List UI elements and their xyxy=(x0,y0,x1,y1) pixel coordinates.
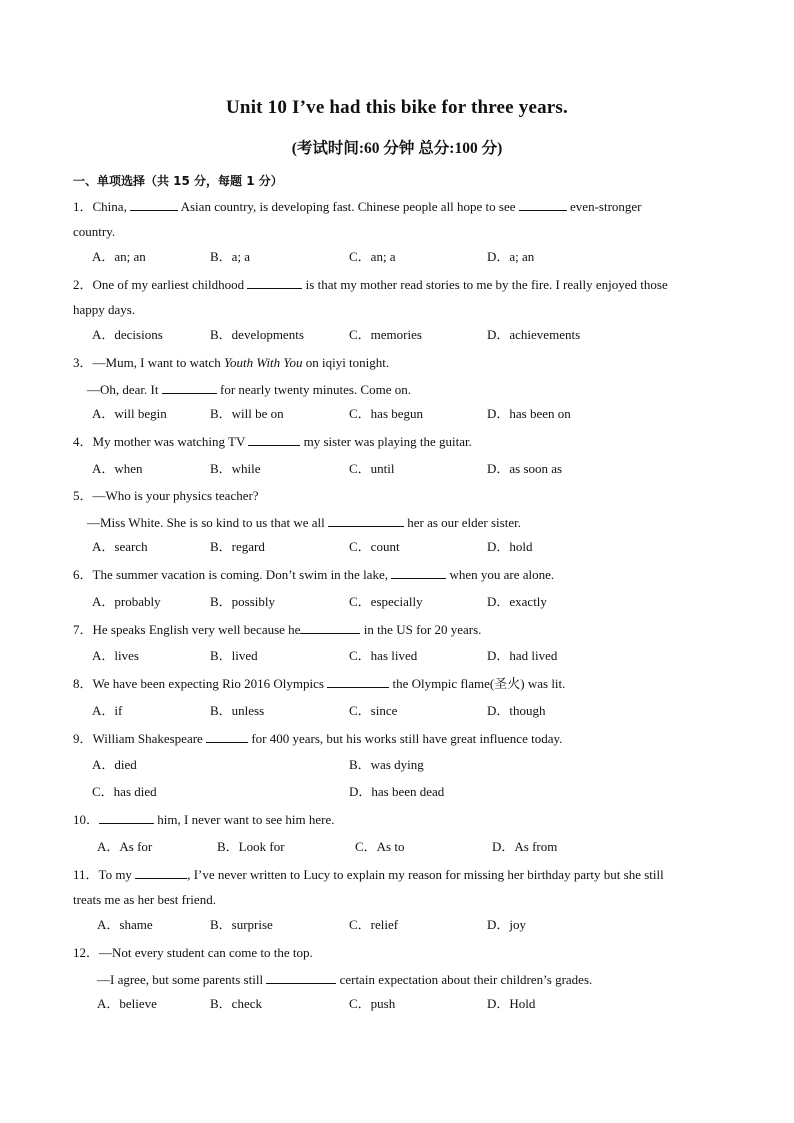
option-b[interactable]: B．developments xyxy=(210,327,304,342)
option-d[interactable]: D．exactly xyxy=(487,594,547,609)
option-a[interactable]: A．probably xyxy=(92,594,161,609)
option-a[interactable]: A．an; an xyxy=(92,249,146,264)
option-c[interactable]: C．relief xyxy=(349,917,399,932)
option-c[interactable]: C．an; a xyxy=(349,249,396,264)
option-b[interactable]: B．check xyxy=(210,996,262,1011)
option-a[interactable]: A．when xyxy=(92,461,143,476)
question-3-reply: —Oh, dear. It for nearly twenty minutes. Come on. xyxy=(87,382,411,397)
option-d[interactable]: D．hold xyxy=(487,539,533,554)
option-c[interactable]: C．has lived xyxy=(349,648,418,663)
option-d[interactable]: D．though xyxy=(487,703,546,718)
answer-blank xyxy=(519,198,567,211)
option-c[interactable]: C．has died xyxy=(92,784,157,799)
answer-blank xyxy=(99,811,154,824)
question-11-continued: treats me as her best friend. xyxy=(73,892,216,907)
option-b[interactable]: B．regard xyxy=(210,539,265,554)
option-a[interactable]: A．shame xyxy=(97,917,153,932)
question-5: 5．—Who is your physics teacher? xyxy=(73,488,259,503)
question-number: 1． xyxy=(73,199,93,214)
answer-blank xyxy=(328,514,404,527)
option-b[interactable]: B．unless xyxy=(210,703,265,718)
option-a[interactable]: A．believe xyxy=(97,996,157,1011)
option-c[interactable]: C．since xyxy=(349,703,398,718)
page-title: Unit 10 I’ve had this bike for three years. xyxy=(226,97,568,118)
answer-blank xyxy=(162,381,217,394)
question-1: 1．China, Asian country, is developing fast. Chinese people all hope to see even-stronger xyxy=(73,199,642,214)
option-d[interactable]: D．as soon as xyxy=(487,461,563,476)
answer-blank xyxy=(206,730,248,743)
answer-blank xyxy=(300,621,360,634)
show-title: Youth With You xyxy=(223,355,303,370)
page-subtitle: (考试时间:60 分钟 总分:100 分) xyxy=(291,140,503,157)
option-d[interactable]: D．Hold xyxy=(487,996,536,1011)
question-7: 7．He speaks English very well because he in the US for 20 years. xyxy=(73,622,482,637)
question-6: 6．The summer vacation is coming. Don’t swim in the lake, when you are alone. xyxy=(73,567,555,582)
question-12: 12．—Not every student can come to the top. xyxy=(73,945,313,960)
option-a[interactable]: A．will begin xyxy=(92,406,167,421)
option-b[interactable]: B．while xyxy=(210,461,261,476)
answer-blank xyxy=(391,566,446,579)
question-4: 4．My mother was watching TV my sister was playing the guitar. xyxy=(73,434,472,449)
option-b[interactable]: B．possibly xyxy=(210,594,276,609)
option-d[interactable]: D．has been dead xyxy=(349,784,445,799)
question-10: 10． him, I never want to see him here. xyxy=(73,812,335,827)
question-11: 11．To my , I’ve never written to Lucy to explain my reason for missing her birthday party but she still xyxy=(73,867,664,882)
question-1-continued: country. xyxy=(73,224,116,239)
section-heading: 一、单项选择（共 15 分，每题 1 分） xyxy=(73,174,283,188)
question-5-reply: —Miss White. She is so kind to us that we all her as our elder sister. xyxy=(87,515,521,530)
option-c[interactable]: C．has begun xyxy=(349,406,424,421)
option-c[interactable]: C．especially xyxy=(349,594,423,609)
option-d[interactable]: D．has been on xyxy=(487,406,571,421)
answer-blank xyxy=(135,866,187,879)
option-d[interactable]: D．As from xyxy=(492,839,558,854)
option-c[interactable]: C．memories xyxy=(349,327,422,342)
option-a[interactable]: A．lives xyxy=(92,648,139,663)
option-a[interactable]: A．decisions xyxy=(92,327,163,342)
question-3: 3．—Mum, I want to watch Youth With You on iqiyi tonight. xyxy=(73,355,390,370)
question-12-reply: —I agree, but some parents still certain expectation about their children’s grades. xyxy=(97,972,593,987)
answer-blank xyxy=(248,433,300,446)
option-b[interactable]: B．a; a xyxy=(210,249,251,264)
option-d[interactable]: D．a; an xyxy=(487,249,535,264)
option-d[interactable]: D．had lived xyxy=(487,648,558,663)
option-b[interactable]: B．surprise xyxy=(210,917,273,932)
option-b[interactable]: B．will be on xyxy=(210,406,284,421)
question-8: 8．We have been expecting Rio 2016 Olympics the Olympic flame(圣火) was lit. xyxy=(73,676,566,691)
answer-blank xyxy=(247,276,302,289)
answer-blank xyxy=(327,675,389,688)
option-c[interactable]: C．push xyxy=(349,996,396,1011)
option-a[interactable]: A．search xyxy=(92,539,148,554)
question-2: 2．One of my earliest childhood is that my mother read stories to me by the fire. I really enjoyed those xyxy=(73,277,668,292)
question-2-continued: happy days. xyxy=(73,302,136,317)
option-c[interactable]: C．count xyxy=(349,539,400,554)
question-9: 9．William Shakespeare for 400 years, but his works still have great influence today. xyxy=(73,731,563,746)
option-a[interactable]: A．if xyxy=(92,703,123,718)
option-b[interactable]: B．Look for xyxy=(217,839,285,854)
answer-blank xyxy=(266,971,336,984)
answer-blank xyxy=(130,198,178,211)
option-d[interactable]: D．achievements xyxy=(487,327,581,342)
option-b[interactable]: B．was dying xyxy=(349,757,424,772)
option-c[interactable]: C．As to xyxy=(355,839,405,854)
option-d[interactable]: D．joy xyxy=(487,917,527,932)
option-c[interactable]: C．until xyxy=(349,461,395,476)
option-b[interactable]: B．lived xyxy=(210,648,258,663)
option-a[interactable]: A．died xyxy=(92,757,137,772)
option-a[interactable]: A．As for xyxy=(97,839,153,854)
